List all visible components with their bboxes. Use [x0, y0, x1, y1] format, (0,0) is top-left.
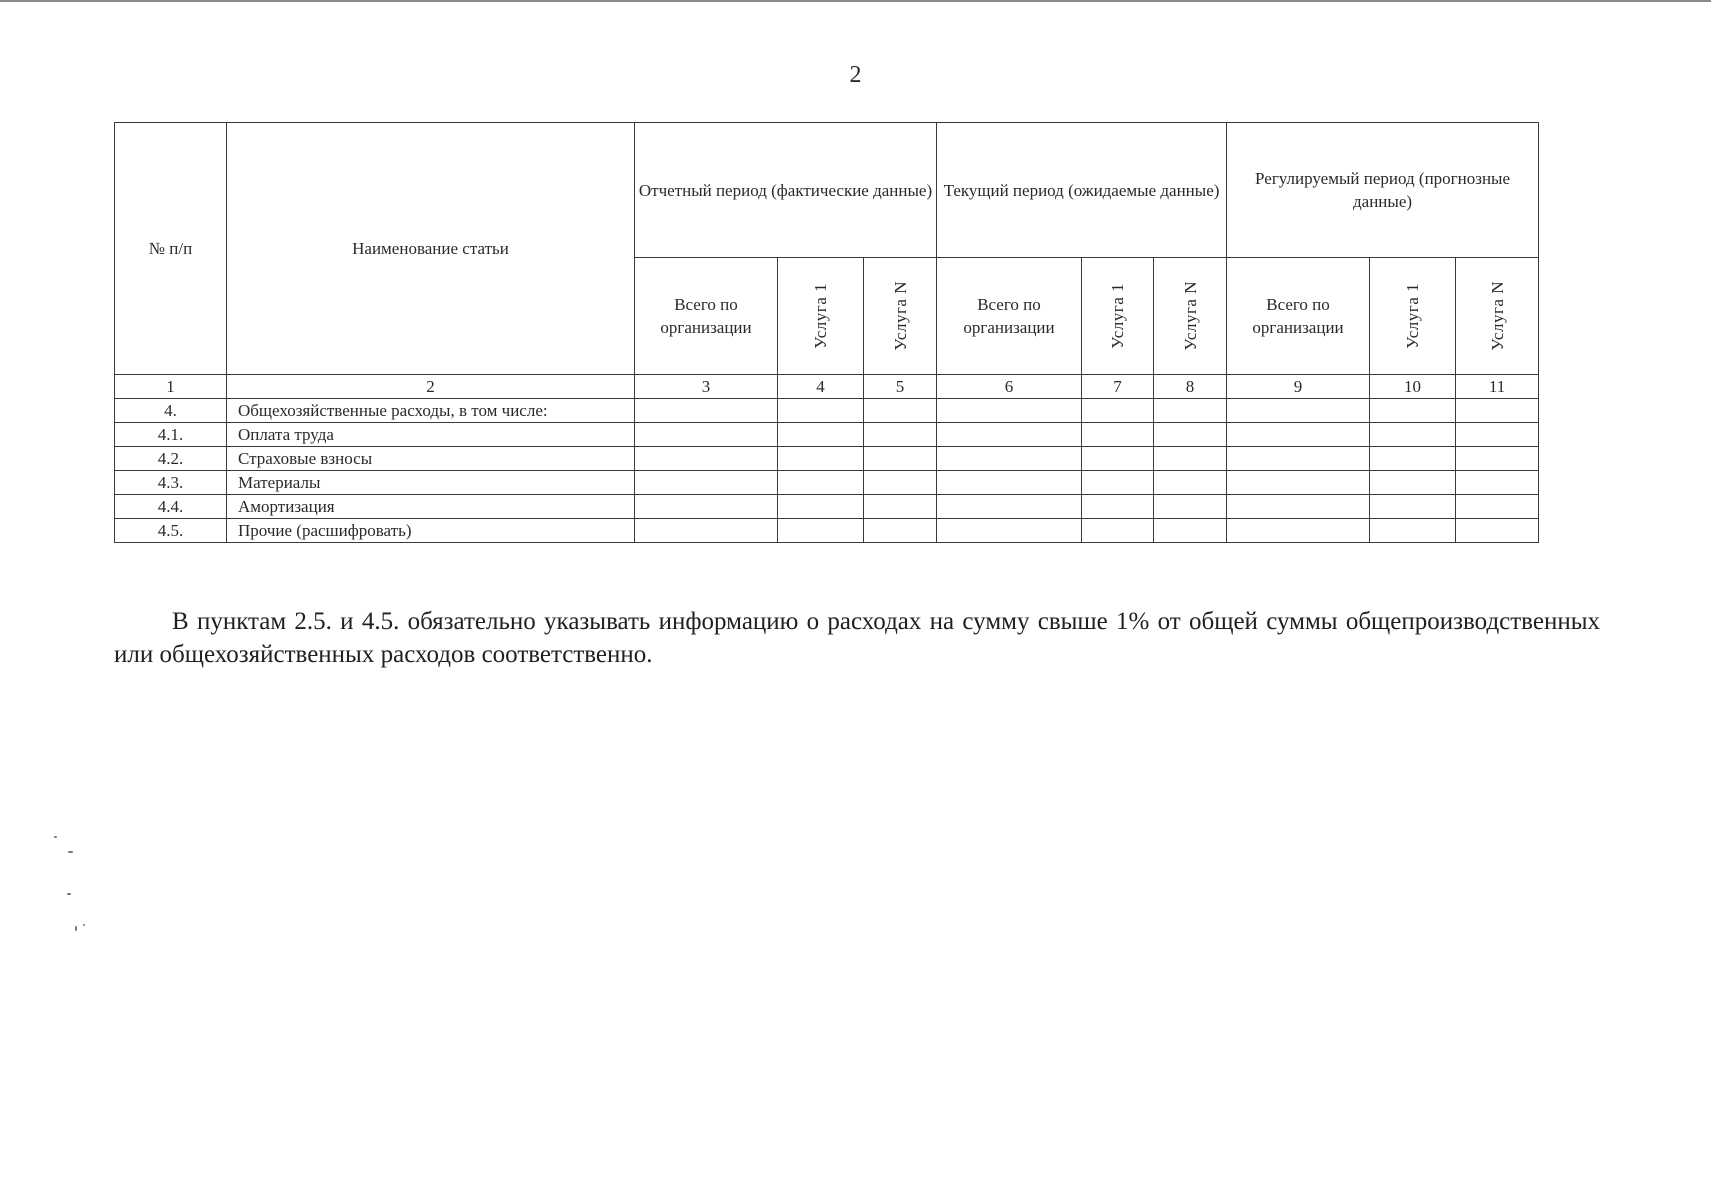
value-cell [864, 495, 937, 519]
header-label: Услуга N [1487, 281, 1507, 351]
value-cell [1227, 471, 1370, 495]
row-number: 4.5. [115, 519, 227, 543]
value-cell [1227, 423, 1370, 447]
value-cell [1227, 495, 1370, 519]
value-cell [635, 447, 778, 471]
table-row [115, 471, 1539, 495]
value-cell [635, 471, 778, 495]
value-cell [1227, 519, 1370, 543]
row-name: Амортизация [227, 495, 635, 519]
column-number-row [115, 375, 1539, 399]
page-top-edge [0, 0, 1711, 2]
value-cell [1082, 519, 1154, 543]
value-cell [635, 495, 778, 519]
table-row [115, 447, 1539, 471]
column-number: 2 [227, 375, 635, 399]
header-service-1-reporting [778, 258, 864, 375]
header-label: Услуга 1 [811, 283, 830, 349]
value-cell [1082, 423, 1154, 447]
row-name: Прочие (расшифровать) [227, 519, 635, 543]
value-cell [937, 399, 1082, 423]
value-cell [1082, 495, 1154, 519]
header-total-current: Всего по организации [937, 258, 1082, 375]
page-number: 2 [849, 62, 862, 88]
column-number: 6 [937, 375, 1082, 399]
value-cell [635, 519, 778, 543]
value-cell [1456, 519, 1539, 543]
header-label: Услуга N [890, 281, 910, 351]
table-header-row-periods [115, 123, 1539, 258]
header-total-reporting: Всего по организации [635, 258, 778, 375]
value-cell [1154, 447, 1227, 471]
value-cell [778, 399, 864, 423]
row-number: 4.4. [115, 495, 227, 519]
column-number: 8 [1154, 375, 1227, 399]
value-cell [1456, 423, 1539, 447]
table-row [115, 519, 1539, 543]
column-number: 1 [115, 375, 227, 399]
table-row [115, 423, 1539, 447]
value-cell [864, 423, 937, 447]
value-cell [864, 519, 937, 543]
value-cell [778, 423, 864, 447]
table-row [115, 495, 1539, 519]
cost-table [114, 122, 1539, 543]
value-cell [1227, 399, 1370, 423]
row-number: 4. [115, 399, 227, 423]
header-period-current: Текущий период (ожидаемые данные) [937, 123, 1227, 258]
value-cell [1370, 399, 1456, 423]
column-number: 9 [1227, 375, 1370, 399]
value-cell [937, 447, 1082, 471]
value-cell [1370, 471, 1456, 495]
value-cell [1154, 495, 1227, 519]
header-service-1-current [1082, 258, 1154, 375]
column-number: 10 [1370, 375, 1456, 399]
header-label: Услуга N [1180, 281, 1200, 351]
column-number: 3 [635, 375, 778, 399]
header-service-n-current [1154, 258, 1227, 375]
header-total-regulated: Всего по организации [1227, 258, 1370, 375]
value-cell [1370, 447, 1456, 471]
column-number: 5 [864, 375, 937, 399]
value-cell [1154, 423, 1227, 447]
header-label: Услуга 1 [1108, 283, 1127, 349]
header-period-reporting: Отчетный период (фактические данные) [635, 123, 937, 258]
value-cell [778, 447, 864, 471]
value-cell [937, 519, 1082, 543]
row-name: Материалы [227, 471, 635, 495]
value-cell [937, 471, 1082, 495]
value-cell [1456, 399, 1539, 423]
value-cell [1456, 471, 1539, 495]
row-name: Общехозяйственные расходы, в том числе: [227, 399, 635, 423]
value-cell [1456, 447, 1539, 471]
value-cell [937, 423, 1082, 447]
value-cell [1370, 423, 1456, 447]
value-cell [1370, 495, 1456, 519]
value-cell [1082, 447, 1154, 471]
row-name: Страховые взносы [227, 447, 635, 471]
scan-speck [54, 836, 57, 838]
header-num-col: № п/п [115, 123, 227, 375]
table-row [115, 399, 1539, 423]
value-cell [864, 447, 937, 471]
value-cell [635, 423, 778, 447]
value-cell [1370, 519, 1456, 543]
scan-speck [75, 926, 77, 931]
column-number: 11 [1456, 375, 1539, 399]
value-cell [864, 471, 937, 495]
header-service-n-regulated [1456, 258, 1539, 375]
row-number: 4.3. [115, 471, 227, 495]
header-label: Услуга 1 [1403, 283, 1423, 349]
value-cell [778, 471, 864, 495]
value-cell [1154, 519, 1227, 543]
header-name-col: Наименование статьи [227, 123, 635, 375]
value-cell [1154, 399, 1227, 423]
value-cell [1082, 471, 1154, 495]
column-number: 4 [778, 375, 864, 399]
value-cell [1456, 495, 1539, 519]
footnote-paragraph: В пунктам 2.5. и 4.5. обязательно указывать информацию о расходах на сумму свыше 1% от общей суммы общепроизводственных или общехозяйственных расходов соответственно. [114, 608, 1600, 668]
header-period-regulated: Регулируемый период (прогнозные данные) [1227, 123, 1539, 258]
value-cell [1154, 471, 1227, 495]
scan-speck [67, 893, 71, 895]
value-cell [778, 519, 864, 543]
value-cell [778, 495, 864, 519]
value-cell [1227, 447, 1370, 471]
scan-speck [68, 851, 73, 853]
header-service-n-reporting [864, 258, 937, 375]
row-number: 4.1. [115, 423, 227, 447]
scan-speck [83, 924, 85, 926]
value-cell [864, 399, 937, 423]
column-number: 7 [1082, 375, 1154, 399]
header-service-1-regulated [1370, 258, 1456, 375]
row-number: 4.2. [115, 447, 227, 471]
value-cell [635, 399, 778, 423]
value-cell [1082, 399, 1154, 423]
value-cell [937, 495, 1082, 519]
row-name: Оплата труда [227, 423, 635, 447]
